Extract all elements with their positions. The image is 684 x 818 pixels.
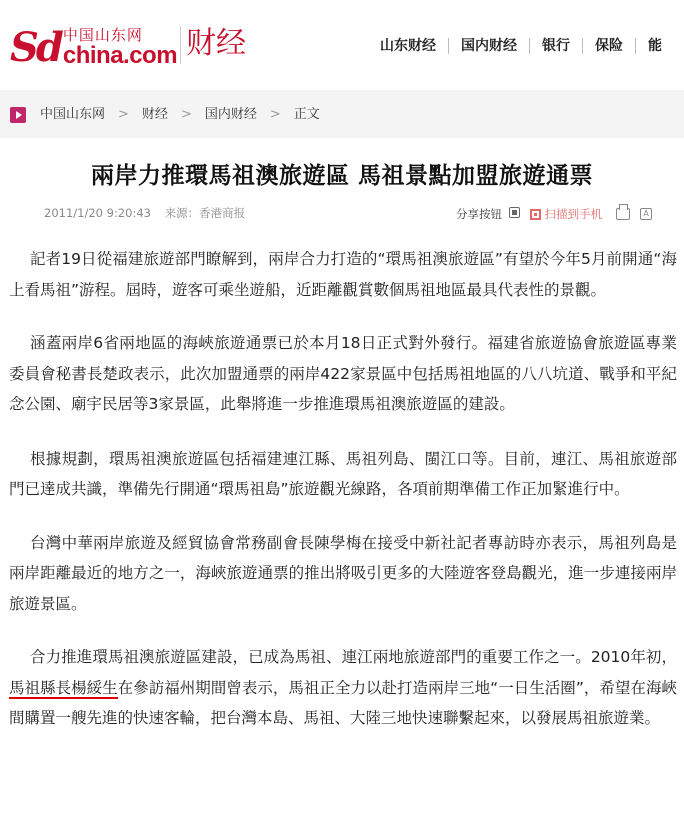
breadcrumb — [40, 106, 320, 124]
breadcrumb-item-finance[interactable]: 财经 — [141, 107, 168, 122]
breadcrumb-item-current: 正文 — [293, 107, 320, 122]
share-icon — [509, 207, 520, 218]
logo-divider — [180, 26, 181, 64]
scan-to-phone-label: 扫描到手机 — [544, 207, 603, 221]
article-meta — [44, 205, 245, 221]
paragraph-text: 合力推進環馬祖澳旅遊區建設，已成為馬祖、連江兩地旅遊部門的重要工作之一。2010年初， — [30, 648, 677, 666]
logo-domain: china.com — [62, 42, 178, 69]
qr-code-icon — [530, 209, 541, 220]
article-paragraph: 台灣中華兩岸旅遊及經貿協會常務副會長陳學梅在接受中新社記者專訪時亦表示，馬祖列島是兩岸距離最近的地方之一，海峽旅遊通票的推出將吸引更多的大陸遊客登島觀光，進一步連接兩岸旅遊景區。 — [9, 533, 677, 613]
font-size-icon[interactable]: A — [640, 208, 652, 220]
nav-item-truncated[interactable]: 能 — [648, 38, 662, 54]
breadcrumb-item-domestic-finance[interactable]: 国内财经 — [204, 107, 257, 122]
chevron-right-icon: > — [180, 107, 192, 122]
chevron-right-icon: > — [118, 107, 129, 122]
article-paragraph — [9, 642, 677, 734]
share-button[interactable] — [456, 206, 520, 222]
logo-chinese-name: 中国山东网 — [62, 26, 143, 44]
article-paragraph: 根據規劃，環馬祖澳旅遊區包括福建連江縣、馬祖列島、閩江口等。目前，連江、馬祖旅遊部門已達成共識，準備先行開通“環馬祖島”旅遊觀光線路，各項前期準備工作正加緊進行中。 — [9, 449, 677, 498]
article-body — [9, 244, 677, 757]
article-title: 兩岸力推環馬祖澳旅遊區 馬祖景點加盟旅遊通票 — [90, 163, 593, 189]
article-paragraph: 記者19日從福建旅遊部門瞭解到，兩岸合力打造的“環馬祖澳旅遊區”有望於今年5月前開通“海上看馬祖”游程。屆時，遊客可乘坐遊船，近距離觀賞數個馬祖地區最具代表性的景觀。 — [9, 250, 677, 299]
print-icon[interactable] — [616, 208, 630, 220]
article-date: 2011/1/20 9:20:43 — [44, 206, 151, 220]
article-tools — [456, 206, 652, 222]
breadcrumb-play-icon — [10, 107, 26, 123]
paragraph-text: 在參訪福州期間曾表示，馬祖正全力以赴打造兩岸三地“一日生活圈”，希望在海峽間購置一艘先進的快速客輪，把台灣本島、馬祖、大陸三地快速聯繫起來，以發展馬祖旅遊業。 — [9, 678, 677, 727]
site-logo[interactable] — [10, 22, 178, 71]
section-name[interactable]: 财经 — [186, 26, 246, 61]
share-label: 分享按钮 — [456, 207, 502, 221]
breadcrumb-item-home[interactable]: 中国山东网 — [40, 107, 106, 122]
highlighted-name: 馬祖縣長楊綏生 — [9, 678, 118, 697]
nav-item-shandong-finance[interactable]: 山东财经 — [380, 38, 436, 54]
nav-item-domestic-finance[interactable]: 国内财经 — [461, 38, 517, 54]
nav-item-banking[interactable]: 银行 — [542, 38, 570, 54]
article-paragraph: 涵蓋兩岸6省兩地區的海峽旅遊通票已於本月18日正式對外發行。福建省旅遊協會旅遊區專業委員會秘書長楚政表示，此次加盟通票的兩岸422家景區中包括馬祖地區的八八坑道、戰爭和平紀念公園、廟宇民居等3家景區，此舉將進一步推進環馬祖澳旅遊區的建設。 — [9, 334, 677, 413]
top-nav — [368, 34, 674, 58]
chevron-right-icon: > — [269, 107, 281, 122]
nav-item-insurance[interactable]: 保险 — [595, 38, 623, 54]
article-source: 来源：香港商报 — [164, 206, 246, 220]
site-header — [0, 0, 684, 90]
logo-mark: Sd — [10, 24, 61, 71]
scan-to-phone-link[interactable] — [530, 206, 603, 222]
